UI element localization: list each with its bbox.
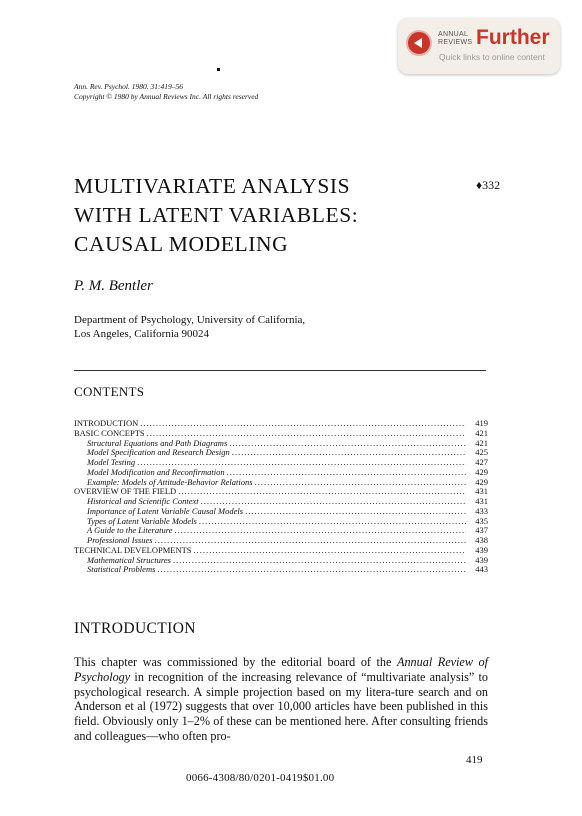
toc-leader-dots: [232, 448, 466, 458]
introduction-heading: INTRODUCTION: [74, 620, 196, 637]
toc-item-label: A Guide to the Literature: [87, 525, 173, 536]
introduction-paragraph: [74, 655, 488, 744]
toc-leader-dots: [245, 507, 466, 517]
toc-item[interactable]: [74, 448, 488, 458]
article-code: ♦332: [476, 178, 501, 192]
intro-text-1: This chapter was commissioned by the editorial board of the: [74, 655, 397, 669]
further-label: Further: [476, 26, 550, 49]
toc-item-label: TECHNICAL DEVELOPMENTS: [74, 544, 192, 555]
author-name: P. M. Bentler: [74, 278, 153, 294]
toc-item-label: Model Specification and Research Design: [87, 447, 230, 458]
toc-item-label: INTRODUCTION: [74, 418, 139, 428]
further-tagline: Quick links to online content: [439, 52, 545, 62]
toc-item-label: Structural Equations and Path Diagrams: [87, 437, 228, 448]
citation-line-2: Copyright © 1980 by Annual Reviews Inc. All rights reserved: [74, 92, 259, 101]
toc-leader-dots: [194, 546, 467, 556]
toc-item-label: Example: Models of Attitude-Behavior Relations: [87, 476, 253, 487]
toc-item-label: Historical and Scientific Context: [87, 496, 199, 506]
toc-item-page: 439: [475, 544, 488, 555]
toc-item-page: 435: [475, 515, 488, 526]
toc-leader-dots: [178, 487, 466, 497]
page-number: 419: [466, 754, 483, 766]
annual-reviews-label: ANNUAL REVIEWS: [438, 31, 473, 46]
toc-item-label: OVERVIEW OF THE FIELD: [74, 486, 177, 497]
toc-item-page: 421: [475, 427, 488, 438]
toc-leader-dots: [199, 517, 466, 527]
toc-leader-dots: [140, 419, 466, 429]
toc-item-page: 443: [475, 564, 488, 575]
toc-item-label: Mathematical Structures: [87, 554, 171, 565]
toc-item-page: 421: [475, 437, 488, 448]
toc-item-page: 425: [475, 447, 488, 458]
toc-item-page: 429: [475, 476, 488, 487]
toc-item-label: Importance of Latent Variable Causal Models: [87, 505, 244, 516]
toc-item-page: 431: [475, 496, 488, 506]
citation: [74, 82, 258, 102]
journal-name: Annual Review of Psychology: [74, 655, 488, 684]
toc-leader-dots: [229, 439, 466, 449]
toc-item-label: Model Modification and Reconfirmation: [87, 466, 225, 477]
toc-leader-dots: [155, 536, 466, 546]
intro-text-2: in recognition of the increasing relevance of “multivariate analysis” to psychological research. A simple projection based on my litera-ture search and on Anderson et al (1972) suggests that over 10,000 articles have been published in this field. Obviously only 1–2% of these can be mentioned here. After consulting friends and colleagues—who often pro-: [74, 669, 488, 743]
toc-leader-dots: [174, 526, 466, 536]
citation-line-1: Ann. Rev. Psychol. 1980. 31:419–56: [74, 82, 184, 91]
divider: [74, 370, 486, 371]
toc-item-label: Statistical Problems: [87, 564, 156, 575]
article-title: MULTIVARIATE ANALYSIS WITH LATENT VARIABLES: CAUSAL MODELING: [74, 174, 359, 256]
toc-item-label: Professional Issues: [87, 535, 153, 545]
further-badge[interactable]: [398, 18, 560, 74]
toc-leader-dots: [227, 468, 466, 478]
toc-leader-dots: [255, 478, 466, 488]
toc-item-page: 439: [475, 554, 488, 565]
toc-item-label: Types of Latent Variable Models: [87, 515, 197, 526]
toc-item-label: Model Testing: [87, 457, 136, 467]
contents-heading: CONTENTS: [74, 384, 145, 399]
toc-leader-dots: [173, 556, 466, 566]
toc-leader-dots: [157, 565, 466, 575]
toc-item-page: 429: [475, 466, 488, 477]
toc-item-page: 438: [475, 535, 488, 545]
toc-item-label: BASIC CONCEPTS: [74, 427, 145, 438]
scan-dot: [217, 68, 220, 71]
table-of-contents: [74, 419, 488, 575]
arrow-left-icon: [406, 30, 432, 56]
footer-code: 0066-4308/80/0201-0419$01.00: [186, 772, 335, 784]
author-affiliation: Department of Psychology, University of California, Los Angeles, California 90024: [74, 314, 306, 340]
toc-item-page: 437: [475, 525, 488, 536]
toc-item-page: 419: [475, 418, 488, 428]
toc-item-page: 427: [475, 457, 488, 467]
toc-item[interactable]: [74, 565, 488, 575]
toc-item-page: 431: [475, 486, 488, 497]
toc-item-page: 433: [475, 505, 488, 516]
